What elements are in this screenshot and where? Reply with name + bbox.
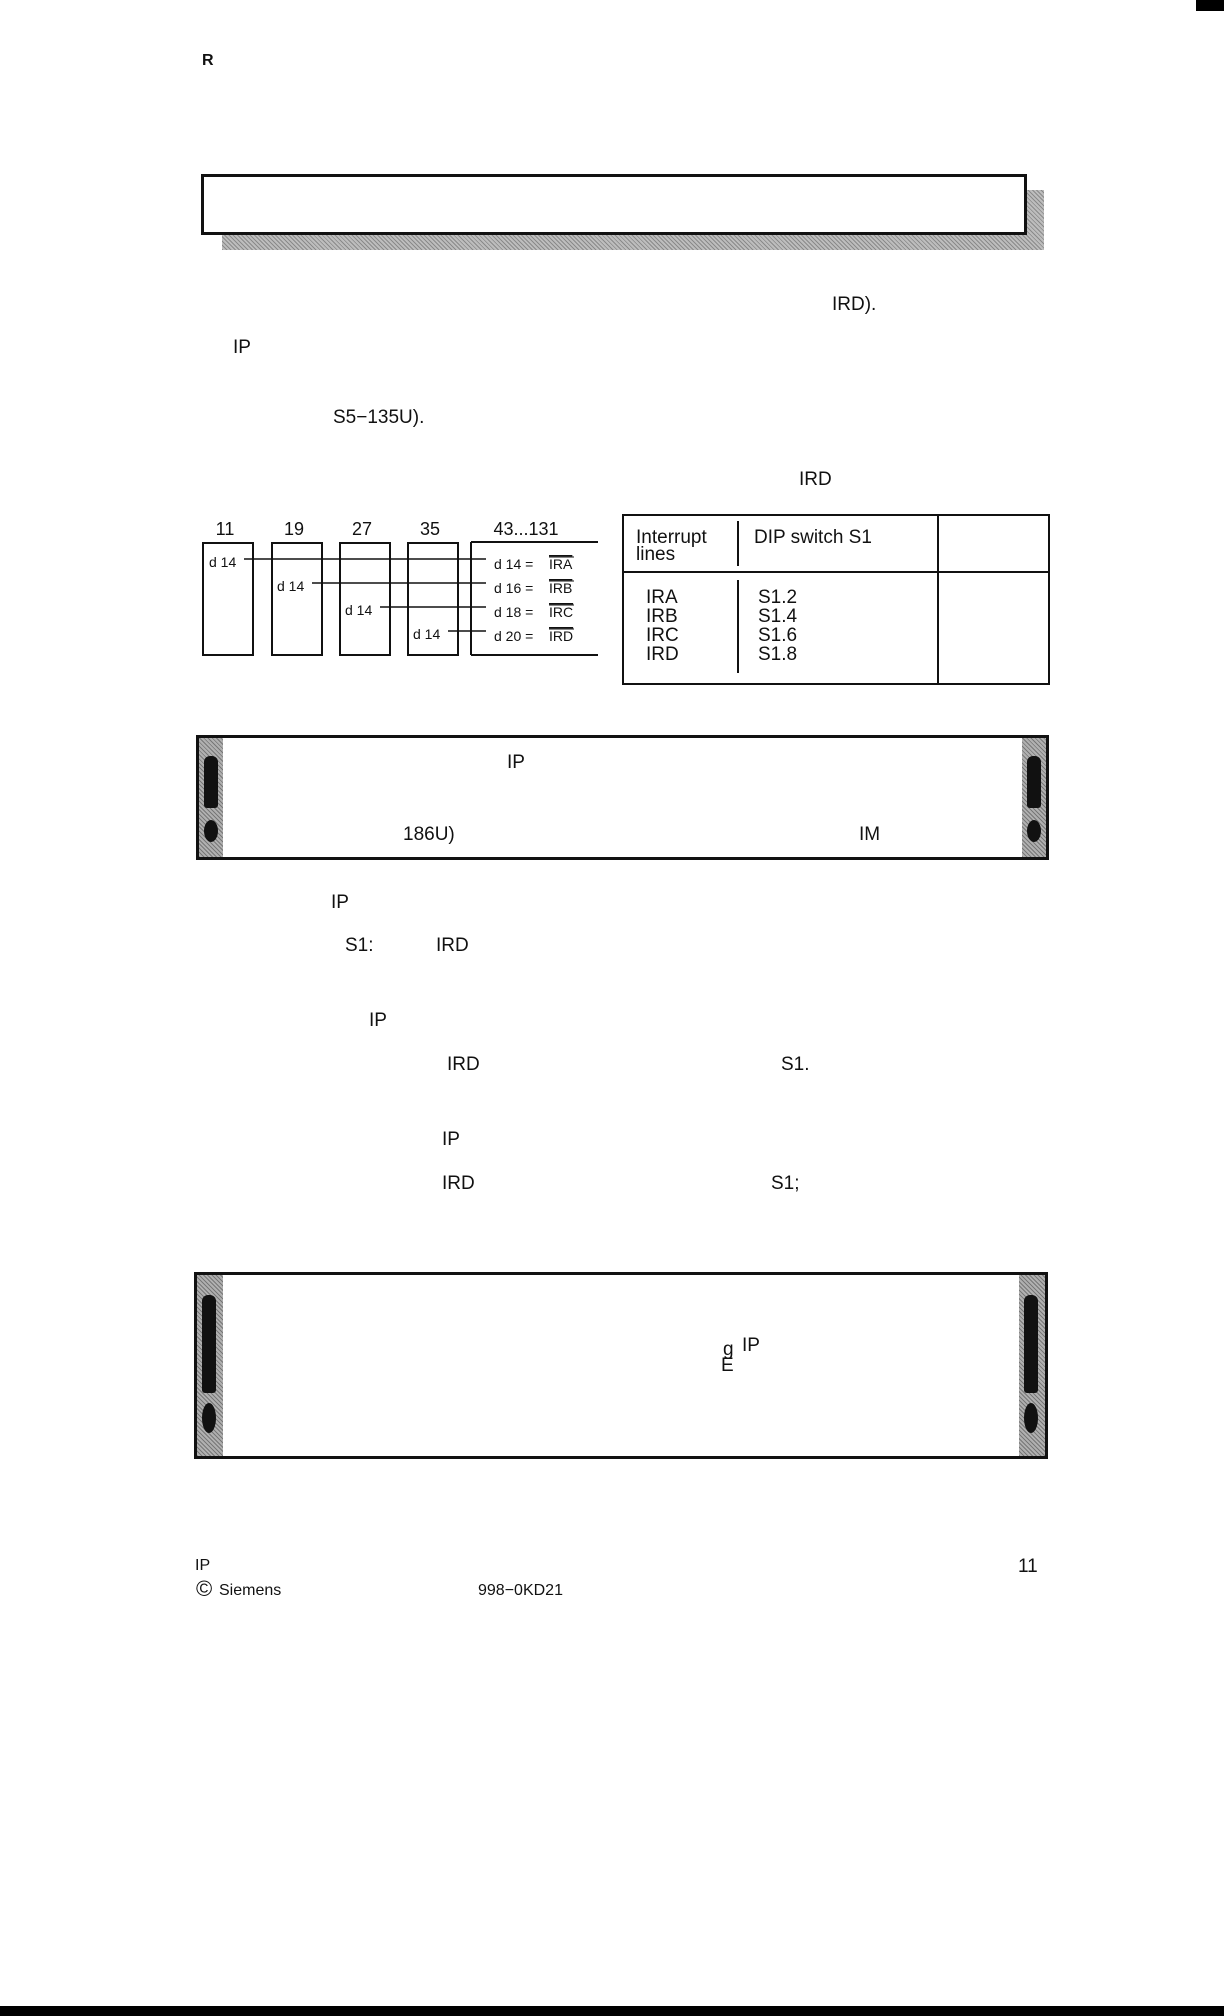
table-switch-cell <box>758 588 797 664</box>
paragraph-3: S5−135U). <box>333 407 425 428</box>
caution1-text-ip: IP <box>507 752 525 773</box>
table-cell: IRD <box>646 644 679 665</box>
slot-pin-label: d 14 <box>209 554 237 570</box>
slot-number: 35 <box>419 519 441 539</box>
paragraph-10b: S1; <box>771 1173 800 1194</box>
exclamation-icon <box>1024 1295 1038 1393</box>
signal-name: IRB <box>549 580 573 596</box>
slot-pin-label: d 14 <box>413 626 441 642</box>
signal-name: IRA <box>549 556 573 572</box>
table-header-line1: Interrupt <box>636 527 707 548</box>
caution-stripe <box>197 1275 223 1456</box>
paragraph-5: IP <box>331 892 349 913</box>
caution1-text-186u: 186U) <box>403 824 455 845</box>
paragraph-8a: IRD <box>447 1054 480 1075</box>
slot-number: 43...131 <box>493 519 559 539</box>
footer-order-number: 998−0KD21 <box>478 1582 563 1599</box>
slot-wiring-diagram <box>196 515 606 665</box>
caution-stripe <box>1019 1275 1045 1456</box>
caution2-text-ip: IP <box>742 1335 760 1356</box>
paragraph-2-start: IP <box>233 337 251 358</box>
caution-stripe <box>199 738 223 857</box>
interrupt-switch-table <box>622 514 1050 685</box>
signal-pin: d 18 = <box>494 604 534 620</box>
corner-mark <box>1196 0 1224 11</box>
signal-pin: d 14 = <box>494 556 534 572</box>
paragraph-10a: IRD <box>442 1173 475 1194</box>
table-cell: IRB <box>646 606 678 627</box>
table-cell: S1.6 <box>758 625 798 646</box>
paragraph-1-end: IRD). <box>832 294 877 315</box>
slot-box <box>340 543 390 655</box>
caution-stripe <box>1022 738 1046 857</box>
paragraph-6a: S1: <box>345 935 374 956</box>
slot-pin-label: d 14 <box>345 602 373 618</box>
slot-number: 27 <box>351 519 373 539</box>
caution2-text-g: g <box>723 1339 734 1360</box>
paragraph-6b: IRD <box>436 935 469 956</box>
exclamation-icon <box>204 756 218 808</box>
signal-name: IRC <box>549 604 574 620</box>
paragraph-4: IRD <box>799 469 832 490</box>
paragraph-7: IP <box>369 1010 387 1031</box>
exclamation-icon <box>202 1295 216 1393</box>
table-cell: IRA <box>646 587 678 608</box>
header-mark: R <box>202 52 214 69</box>
signal-name: IRD <box>549 628 574 644</box>
paragraph-9: IP <box>442 1129 460 1150</box>
slot-box <box>272 543 322 655</box>
table-cell: S1.4 <box>758 606 798 627</box>
signal-pin: d 16 = <box>494 580 534 596</box>
table-line-cell <box>646 588 679 664</box>
section-heading-box <box>201 174 1027 235</box>
slot-number: 11 <box>215 519 235 539</box>
table-cell: S1.8 <box>758 644 798 665</box>
footer-company: Siemens <box>219 1582 282 1599</box>
slot-number: 19 <box>283 519 305 539</box>
caution1-text-im: IM <box>859 824 881 845</box>
table-header-line2: lines <box>636 544 676 565</box>
footer-product: IP <box>195 1557 211 1574</box>
table-cell: IRC <box>646 625 679 646</box>
caution2-text-e: E <box>721 1355 734 1376</box>
signal-pin: d 20 = <box>494 628 534 644</box>
table-cell: S1.2 <box>758 587 798 608</box>
page-bottom-border <box>0 2006 1224 2016</box>
caution-box-1 <box>196 735 1049 860</box>
exclamation-icon <box>1027 756 1041 808</box>
page-number: 11 <box>1018 1556 1038 1577</box>
slot-pin-label: d 14 <box>277 578 305 594</box>
caution-box-2 <box>194 1272 1048 1459</box>
paragraph-8b: S1. <box>781 1054 810 1075</box>
copyright-icon: © <box>196 1576 213 1601</box>
table-header-switch: DIP switch S1 <box>754 527 872 548</box>
